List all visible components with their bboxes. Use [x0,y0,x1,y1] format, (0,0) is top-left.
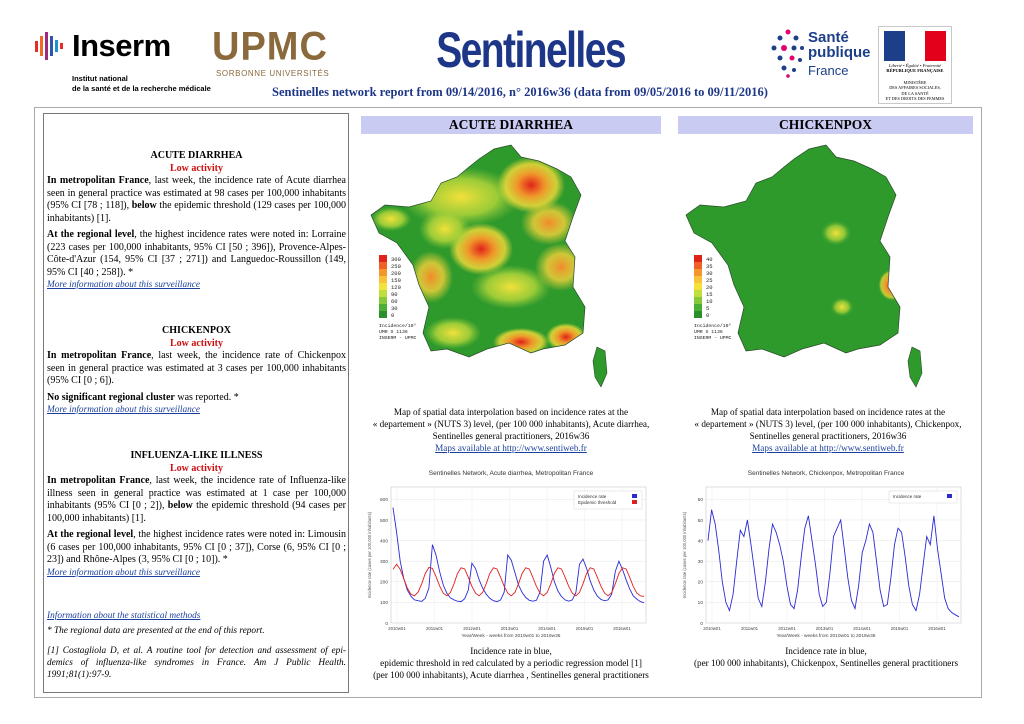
chickenpox-legend-label: 10 [706,298,713,305]
chickenpox-summary [47,325,346,417]
chickenpox-more-info-link[interactable]: More information about this surveillance [47,405,201,415]
chickenpox-legend [694,255,713,319]
chickenpox-map-note-1: Incidence/10⁵ [694,324,732,329]
statistical-methods-link[interactable]: Information about the statistical methods [47,611,201,621]
ili-more-info-link[interactable]: More information about this surveillance [47,567,201,578]
diarrhea-national-paragraph [47,175,346,225]
chickenpox-y-tick-label: 30 [697,559,703,565]
diarrhea-legend-label: 300 [391,256,401,263]
chickenpox-chart-caption [676,645,976,669]
diarrhea-y-tick-label: 100 [379,601,388,607]
chickenpox-x-tick-label: 2011w01 [740,626,759,631]
diarrhea-x-tick-label: 2012w01 [463,626,481,631]
ministry-motto: Liberté • Égalité • Fraternité [888,63,942,68]
chickenpox-y-tick-label: 0 [700,621,703,627]
sante-word: Santé [808,29,849,46]
chickenpox-legend-swatch [947,494,952,498]
diarrhea-y-tick-label: 0 [385,621,388,627]
inserm-logo [34,30,234,100]
diarrhea-chart-caption-line3: (per 100 000 inhabitants), Acute diarrhea , Sentinelles general practitioners [373,670,649,680]
chickenpox-map-caption [678,406,978,454]
ili-p2-text: , the highest incidence rates were noted in: Limousin (6 cases per 100,000 inhabitants, 95% CI [0 ; 37]), Corse (6, 95% CI [0 ; 23]) and Rhône-Alpes (3, 95% CI [0 ; 10]). * [47,529,346,565]
diarrhea-x-tick-label: 2016w01 [613,626,631,631]
chickenpox-y-tick-label: 50 [697,518,703,524]
diarrhea-map-caption-line3: Sentinelles general practitioners, 2016w36 [432,431,590,441]
report-title: Sentinelles network report from 09/14/2016, n° 2016w36 (data from 09/05/2016 to 09/11/2016) [272,85,768,99]
diarrhea-regional-paragraph [47,229,346,279]
chickenpox-map-caption-line2: « departement » (NUTS 3) level, (per 100 000 inhabitants), Chickenpox, [694,419,962,429]
ministry-name-line3: DE LA SANTÉ [901,90,929,96]
diarrhea-summary [47,150,346,292]
chickenpox-y-tick-label: 40 [697,539,703,545]
ili-summary [47,450,346,579]
chickenpox-p2-text: was reported. * [174,391,239,403]
chickenpox-legend-label: 20 [706,284,713,291]
diarrhea-map-note-3: INSERM - UPMC [379,336,417,341]
chickenpox-p2-bold: No significant regional cluster [47,391,175,403]
diarrhea-corsica-shape [593,347,607,387]
ministry-name-line2: DES AFFAIRES SOCIALES, [889,85,941,91]
chickenpox-legend-swatch [694,262,702,269]
diarrhea-y-tick-label: 300 [379,559,388,565]
chickenpox-x-tick-label: 2013w01 [815,626,834,631]
chickenpox-legend-swatch [694,304,702,311]
chickenpox-corsica-shape [908,347,922,387]
diarrhea-maps-link[interactable]: Maps available at http://www.sentiweb.fr [435,443,587,453]
diarrhea-chart-caption-line2: epidemic threshold in red calculated by a periodic regression model [1] [380,658,642,668]
inserm-subtitle-line1: Institut national [72,74,128,83]
chickenpox-legend-swatch [694,311,702,318]
diarrhea-legend [379,255,401,319]
ili-activity-level: Low activity [169,462,224,474]
diarrhea-legend-swatch [379,290,387,297]
chickenpox-legend-entry: Incidence rate [893,494,922,499]
sante-dots-icon [770,28,806,78]
publique-word: publique [808,44,871,61]
chickenpox-legend-swatch [694,297,702,304]
chickenpox-map-caption-line1: Map of spatial data interpolation based on incidence rates at the [710,407,946,417]
diarrhea-x-tick-label: 2015w01 [575,626,594,631]
diarrhea-x-tick-label: 2010w01 [388,626,406,631]
chickenpox-map [676,137,976,402]
diarrhea-p2-bold: At the regional level [47,229,135,240]
diarrhea-chart-title: Sentinelles Network, Acute diarrhea, Metropolitan France [428,470,594,477]
chickenpox-legend-label: 25 [706,277,713,284]
diarrhea-legend-label: 200 [391,270,401,277]
chickenpox-summary-title: CHICKENPOX [162,325,231,336]
ili-p1-text2: the epidemic threshold (94 cases per 100,000 inhabitants) [1]. [47,500,347,524]
ili-summary-title: INFLUENZA-LIKE ILLNESS [130,450,263,461]
diarrhea-legend-label: 250 [391,263,401,270]
chickenpox-legend-label: 15 [706,291,713,298]
diarrhea-legend-entry: Incidence rate [578,494,607,499]
chickenpox-x-tick-label: 2014w01 [853,626,871,631]
chickenpox-p1-bold: In metropolitan France [47,350,152,361]
diarrhea-legend-entry: Epidemic threshold [578,500,617,505]
diarrhea-map-note-2: UMR S 1136 [379,330,408,335]
diarrhea-p1-bold: In metropolitan France [47,175,149,186]
chickenpox-activity-level: Low activity [169,337,224,349]
diarrhea-p1-text2: the epidemic threshold (129 cases per 100,000 inhabitants) [1]. [47,200,346,224]
diarrhea-chart [361,465,661,640]
diarrhea-legend-swatch [379,283,387,290]
chickenpox-chart-title: Sentinelles Network, Chickenpox, Metropolitan France [747,470,905,477]
chickenpox-column-header: CHICKENPOX [678,116,973,134]
diarrhea-legend-label: 150 [391,277,401,284]
sentinelles-logo [412,22,632,82]
ili-p1-text: , last week, the incidence rate of Influenza-like illness seen in general practice was estimated at 1 case per 100,000 inhabitants (95% CI [0 ; 2]), [47,475,346,511]
chickenpox-national-paragraph [47,350,346,388]
upmc-logo [212,24,342,78]
diarrhea-legend-swatch [379,276,387,283]
chickenpox-map-caption-line3: Sentinelles general practitioners, 2016w36 [749,431,907,441]
france-word: France [808,63,849,78]
chickenpox-legend-swatch [694,269,702,276]
upmc-wordmark: UPMC [212,24,328,70]
inserm-bars-icon [34,32,64,60]
diarrhea-y-tick-label: 500 [379,518,388,524]
diarrhea-legend-label: 90 [391,291,398,298]
chickenpox-chart-caption-line2: (per 100 000 inhabitants), Chickenpox, Sentinelles general practitioners [693,658,959,668]
chickenpox-x-tick-label: 2010w01 [703,626,721,631]
upmc-subtitle: SORBONNE UNIVERSITÉS [216,69,330,78]
chickenpox-legend-label: 5 [706,305,710,312]
diarrhea-y-tick-label: 400 [379,539,388,545]
diarrhea-legend-swatch [379,269,387,276]
diarrhea-y-tick-label: 200 [379,580,388,586]
chickenpox-chart [676,465,976,640]
diarrhea-more-info-link[interactable]: More information about this surveillance [47,280,201,290]
diarrhea-y-axis-label: Incidence rate (cases per 100,000 inhabitants) [367,511,372,599]
ili-p1-bold: In metropolitan France [47,475,150,486]
diarrhea-y-tick-label: 600 [379,498,388,504]
chickenpox-legend-swatch [694,290,702,297]
diarrhea-legend-swatch [632,500,637,504]
diarrhea-legend-swatch [379,311,387,318]
diarrhea-legend-label: 30 [391,305,398,312]
chickenpox-legend-swatch [694,255,702,262]
diarrhea-activity-level: Low activity [169,162,224,174]
ministry-logo [878,26,952,104]
ministry-name-line1: MINISTÈRE [903,80,927,85]
chickenpox-chart-caption-line1: Incidence rate in blue, [785,646,867,656]
diarrhea-chart-caption [361,645,661,681]
ministry-name [879,80,951,102]
french-flag-icon [884,31,946,61]
diarrhea-x-axis-label: Year/Week - weeks from 2010w01 to 2016w36 [461,634,561,639]
chickenpox-y-tick-label: 60 [697,498,703,504]
chickenpox-regional-paragraph [47,392,346,405]
diarrhea-legend-swatch [379,304,387,311]
notes-block [47,610,346,681]
reference-citation: [1] Costagliola D, et al. A routine tool for detection and assessment of epi-demics of influenza-like syndromes in France. Am J Public Health. 1991;81(1):97-9. [47,646,346,680]
diarrhea-legend-swatch [632,494,637,498]
chickenpox-x-tick-label: 2015w01 [890,626,909,631]
chickenpox-y-tick-label: 20 [697,580,703,586]
diarrhea-legend-label: 0 [391,312,395,319]
chickenpox-x-tick-label: 2012w01 [778,626,796,631]
ili-p2-bold: At the regional level [47,529,134,540]
inserm-wordmark: Inserm [72,28,171,63]
diarrhea-map-caption-line1: Map of spatial data interpolation based on incidence rates at the [393,407,629,417]
sentinelles-wordmark: Sentinelles [436,22,625,78]
ili-national-paragraph [47,475,346,525]
diarrhea-x-tick-label: 2014w01 [538,626,556,631]
chickenpox-map-note-2: UMR S 1136 [694,330,723,335]
chickenpox-legend-swatch [694,276,702,283]
diarrhea-column-header: ACUTE DIARRHEA [361,116,661,134]
diarrhea-p1-below: below [131,200,157,211]
diarrhea-summary-title: ACUTE DIARRHEA [150,150,243,161]
chickenpox-legend-label: 0 [706,312,710,319]
diarrhea-chart-caption-line1: Incidence rate in blue, [470,646,552,656]
inserm-subtitle [72,74,211,94]
chickenpox-legend-label: 35 [706,263,713,270]
diarrhea-legend-label: 60 [391,298,398,305]
ministry-republic: RÉPUBLIQUE FRANÇAISE [886,68,944,73]
ili-regional-paragraph [47,529,346,567]
chickenpox-p1-text: , last week, the incidence rate of Chickenpox seen in general practice was estimated at 3 cases per 100,000 inhabitants (95% CI [0 ; 6]). [47,350,347,386]
diarrhea-legend-swatch [379,255,387,262]
diarrhea-x-tick-label: 2011w01 [425,626,444,631]
chickenpox-x-tick-label: 2016w01 [928,626,946,631]
sante-line1 [808,30,871,60]
ili-p1-below: below [167,500,193,511]
diarrhea-legend-swatch [379,262,387,269]
diarrhea-map-caption [361,406,661,454]
diarrhea-map-caption-line2: « departement » (NUTS 3) level, (per 100 000 inhabitants), Acute diarrhea, [372,419,650,429]
chickenpox-y-tick-label: 10 [697,601,703,607]
chickenpox-legend-label: 30 [706,270,713,277]
diarrhea-legend-swatch [379,297,387,304]
chickenpox-maps-link[interactable]: Maps available at http://www.sentiweb.fr [752,443,904,453]
ministry-name-line4: ET DES DROITS DES FEMMES [885,96,945,102]
chickenpox-x-axis-label: Year/Week - weeks from 2010w01 to 2016w36 [776,634,876,639]
diarrhea-map-note-1: Incidence/10⁵ [379,324,417,329]
regional-data-note: * The regional data are presented at the end of this report. [47,626,265,636]
diarrhea-p1-text: , last week, the incidence rate of Acute diarrhea seen in general practice was estimated at 98 cases per 100,000 inhabitants (95% CI [78 ; 118]), [47,175,346,211]
diarrhea-x-tick-label: 2013w01 [500,626,519,631]
chickenpox-legend-swatch [694,283,702,290]
diarrhea-map [361,137,661,402]
diarrhea-p2-text: , the highest incidence rates were noted in: Lorraine (223 cases per 100,000 inhabitants, 95% CI [50 ; 396]), Provence-Alpes-Côte-d'Azur (154, 95% CI [37 ; 271]) and Languedoc-Roussillon (149, 95% CI [40 ; 258]). * [47,229,346,278]
chickenpox-y-axis-label: Incidence rate (cases per 100,000 inhabitants) [682,511,687,599]
sante-publique-logo [770,26,870,82]
diarrhea-legend-label: 120 [391,284,401,291]
chickenpox-legend-label: 40 [706,256,713,263]
chickenpox-map-note-3: INSERM - UPMC [694,336,732,341]
inserm-subtitle-line2: de la santé et de la recherche médicale [72,84,211,93]
